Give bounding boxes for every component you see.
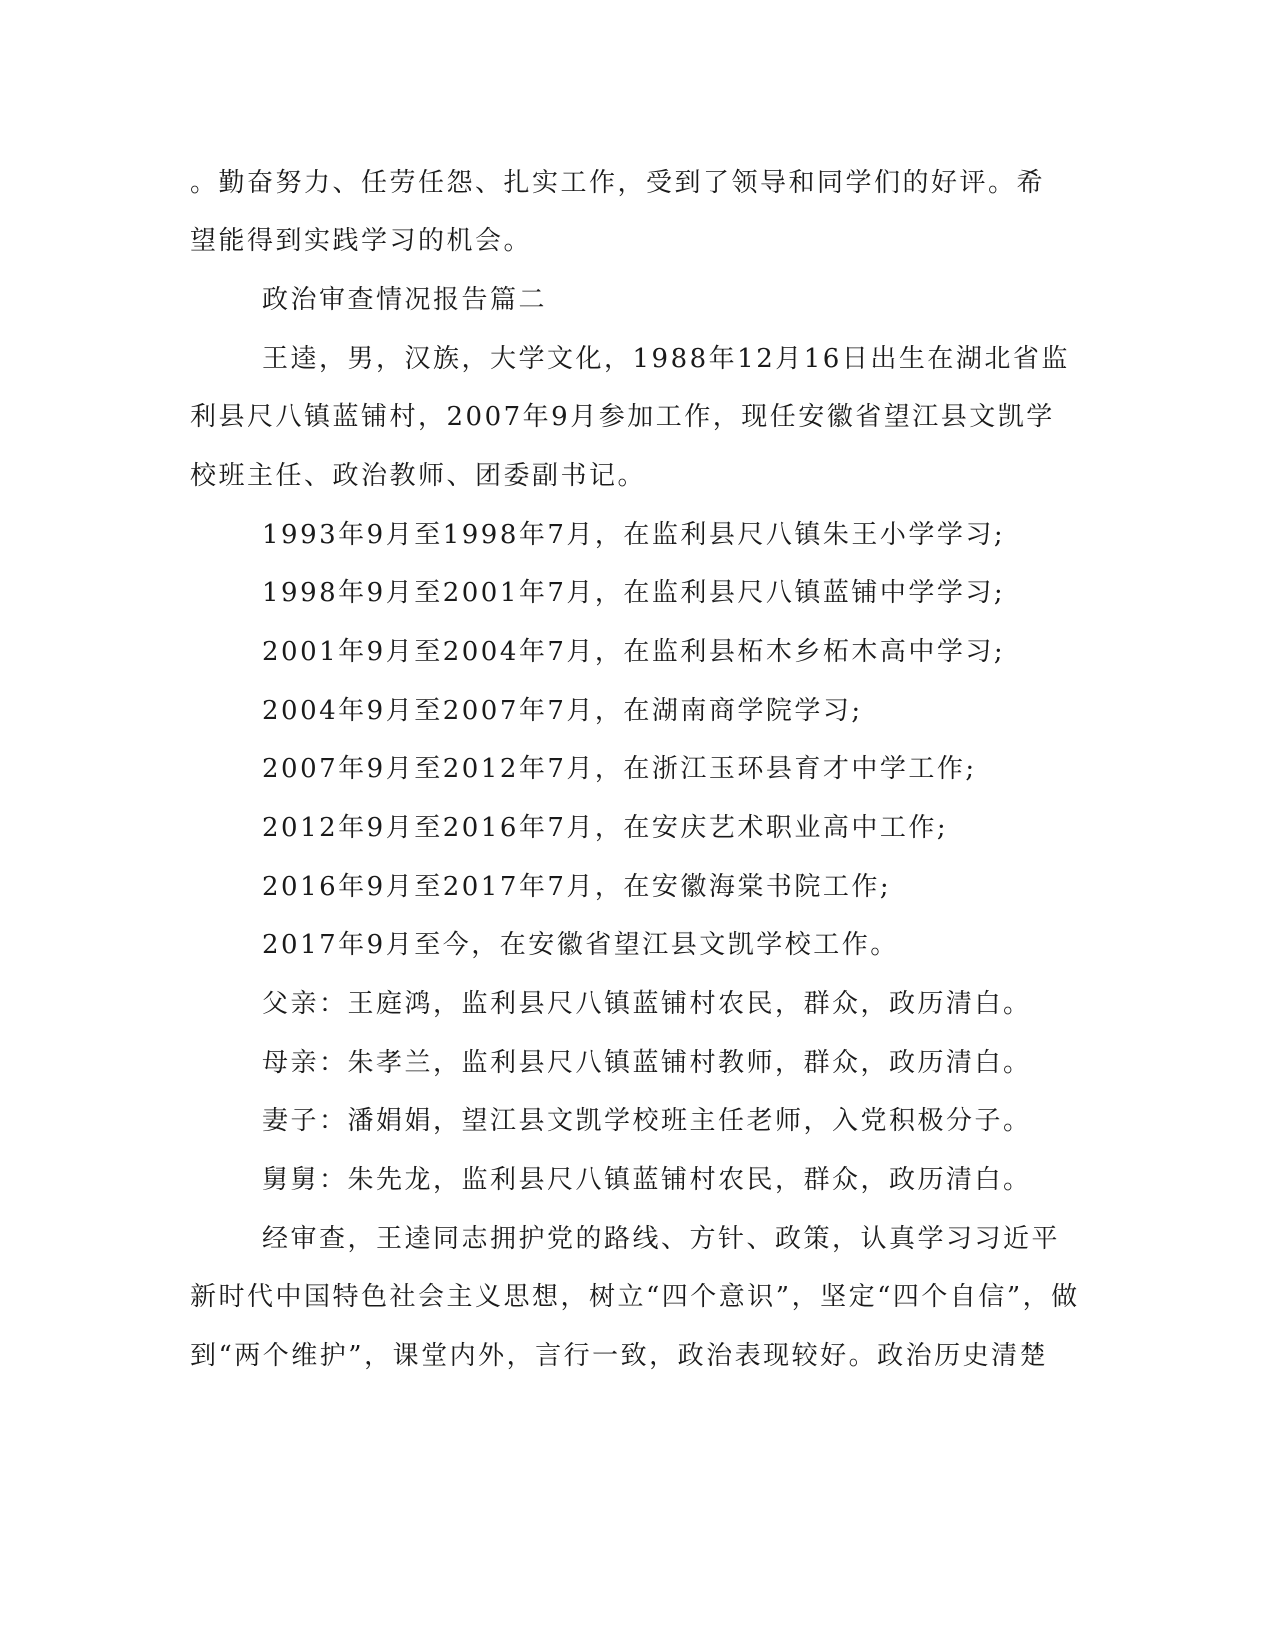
family-member-line: 父亲：王庭鸿，监利县尺八镇蓝铺村农民，群众，政历清白。 <box>262 989 1032 1019</box>
paragraph-line: 到“两个维护”，课堂内外，言行一致，政治表现较好。政治历史清楚 <box>190 1341 1049 1371</box>
resume-entry: 1993年9月至1998年7月，在监利县尺八镇朱王小学学习; <box>262 520 1006 550</box>
resume-entry: 2012年9月至2016年7月，在安庆艺术职业高中工作; <box>262 813 949 843</box>
family-member-line: 妻子：潘娟娟，望江县文凯学校班主任老师，入党积极分子。 <box>262 1106 1032 1136</box>
paragraph-line: 王逵，男，汉族，大学文化，1988年12月16日出生在湖北省监 <box>262 344 1070 374</box>
paragraph-line: 利县尺八镇蓝铺村，2007年9月参加工作，现任安徽省望江县文凯学 <box>190 402 1055 432</box>
family-member-line: 母亲：朱孝兰，监利县尺八镇蓝铺村教师，群众，政历清白。 <box>262 1048 1032 1078</box>
resume-entry: 2017年9月至今，在安徽省望江县文凯学校工作。 <box>262 930 899 960</box>
resume-entry: 2004年9月至2007年7月，在湖南商学院学习; <box>262 696 863 726</box>
resume-entry: 2016年9月至2017年7月，在安徽海棠书院工作; <box>262 872 892 902</box>
paragraph-line: 经审查，王逵同志拥护党的路线、方针、政策，认真学习习近平 <box>262 1224 1061 1254</box>
resume-entry: 1998年9月至2001年7月，在监利县尺八镇蓝铺中学学习; <box>262 578 1006 608</box>
family-member-line: 舅舅：朱先龙，监利县尺八镇蓝铺村农民，群众，政历清白。 <box>262 1165 1032 1195</box>
paragraph-line: 。勤奋努力、任劳任怨、扎实工作，受到了领导和同学们的好评。希 <box>190 168 1046 198</box>
resume-entry: 2007年9月至2012年7月，在浙江玉环县育才中学工作; <box>262 754 977 784</box>
resume-entry: 2001年9月至2004年7月，在监利县柘木乡柘木高中学习; <box>262 637 1006 667</box>
paragraph-line: 望能得到实践学习的机会。 <box>190 226 533 256</box>
paragraph-line: 新时代中国特色社会主义思想，树立“四个意识”，坚定“四个自信”，做 <box>190 1282 1080 1312</box>
section-heading: 政治审查情况报告篇二 <box>262 285 548 315</box>
paragraph-line: 校班主任、政治教师、团委副书记。 <box>190 461 647 491</box>
